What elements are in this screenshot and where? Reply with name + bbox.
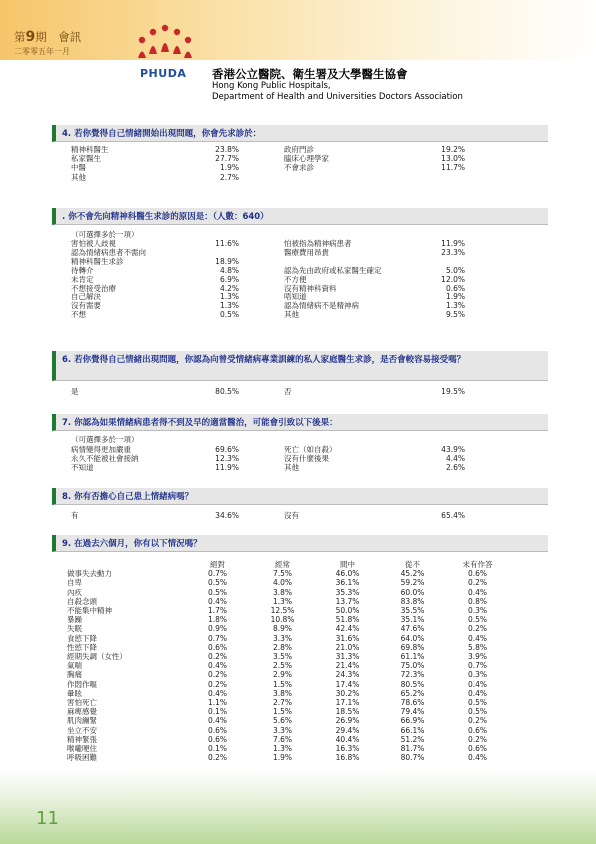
cell-value: 42.4% bbox=[335, 624, 360, 634]
answer-label: 害怕被人歧視 bbox=[71, 239, 116, 248]
question-6-header: 6. 若你覺得自己情緒出現問題，你認為向曾受情緒病專業訓練的私人家庭醫生求診，是否會較容易接受嗎？ bbox=[52, 351, 548, 381]
cell-value: 0.5% bbox=[467, 707, 488, 717]
cell-value: 0.8% bbox=[467, 596, 488, 606]
table-row bbox=[67, 578, 510, 587]
cell-value: 0.2% bbox=[467, 716, 488, 726]
cell-value: 35.5% bbox=[400, 606, 425, 616]
answer-value: 4.2% bbox=[219, 283, 239, 293]
row-label: 暴躁 bbox=[67, 615, 82, 625]
answer-label: 不想 bbox=[71, 310, 86, 320]
answer-value: 9.5% bbox=[445, 310, 465, 320]
answer-value: 19.2% bbox=[441, 145, 465, 154]
cell-value: 30.2% bbox=[335, 688, 360, 698]
cell-value: 0.2% bbox=[467, 624, 488, 634]
phuda-logo bbox=[130, 18, 200, 68]
cell-value: 7.6% bbox=[272, 734, 293, 744]
answer-value: 5.0% bbox=[445, 265, 465, 275]
answer-label: 精神科醫生 bbox=[71, 145, 109, 154]
cell-value: 0.2% bbox=[207, 753, 228, 763]
cell-value: 7.5% bbox=[272, 569, 293, 579]
answer-label: 死亡（如自殺） bbox=[284, 445, 337, 454]
cell-value: 31.6% bbox=[335, 633, 360, 643]
cell-value: 2.7% bbox=[272, 698, 293, 708]
org-name-english-2: Department of Health and Universities Doctors Association bbox=[212, 92, 463, 102]
row-label: 內疚 bbox=[67, 587, 82, 597]
cell-value: 64.0% bbox=[400, 633, 425, 643]
question-5-note: （可選擇多於一項） bbox=[71, 230, 139, 239]
table-column-header: 間中 bbox=[340, 560, 355, 569]
row-label: 經期失調（女性） bbox=[67, 652, 127, 662]
cell-value: 5.8% bbox=[467, 642, 488, 652]
question-5-header: . 你不會先向精神科醫生求診的原因是：（人數：640） bbox=[52, 208, 548, 225]
q8-no-value: 65.4% bbox=[441, 511, 465, 520]
cell-value: 0.6% bbox=[207, 725, 228, 735]
table-row bbox=[67, 615, 510, 624]
cell-value: 2.5% bbox=[272, 661, 293, 671]
question-4-header: 4. 若你覺得自己情緒開始出現問題，你會先求診於： bbox=[52, 125, 548, 142]
cell-value: 35.3% bbox=[335, 587, 360, 597]
table-row bbox=[67, 726, 510, 735]
cell-value: 2.9% bbox=[272, 670, 293, 680]
cell-value: 1.1% bbox=[207, 698, 228, 708]
table-header-blank bbox=[67, 560, 185, 569]
row-label: 做事失去動力 bbox=[67, 569, 112, 579]
answer-label: 怕被指為精神病患者 bbox=[284, 239, 352, 248]
cell-value: 0.9% bbox=[207, 624, 228, 634]
cell-value: 0.6% bbox=[467, 725, 488, 735]
table-header-row bbox=[67, 560, 510, 569]
cell-value: 0.7% bbox=[207, 633, 228, 643]
cell-value: 0.2% bbox=[467, 734, 488, 744]
answer-value: 27.7% bbox=[215, 154, 239, 164]
answer-label: 其他 bbox=[284, 310, 299, 320]
answer-value: 11.6% bbox=[215, 239, 239, 248]
cell-value: 17.1% bbox=[335, 698, 360, 708]
cell-value: 0.5% bbox=[467, 698, 488, 708]
cell-value: 1.3% bbox=[272, 596, 293, 606]
answer-value: 69.6% bbox=[215, 445, 239, 454]
cell-value: 21.4% bbox=[335, 661, 360, 671]
cell-value: 17.4% bbox=[335, 679, 360, 689]
question-8-header: 8. 你有否擔心自己患上情緒病嗎？ bbox=[52, 488, 548, 505]
cell-value: 0.6% bbox=[207, 734, 228, 744]
logo-text: PHUDA bbox=[140, 67, 187, 80]
table-column-header: 從不 bbox=[405, 560, 420, 569]
page-number: 11 bbox=[36, 808, 59, 829]
cell-value: 66.9% bbox=[400, 716, 425, 726]
q6-yes-value: 80.5% bbox=[215, 387, 239, 396]
answer-label: 不會求診 bbox=[284, 163, 314, 173]
symptoms-table bbox=[67, 560, 510, 762]
question-7-note: （可選擇多於一項） bbox=[71, 435, 139, 444]
table-row bbox=[67, 569, 510, 578]
cell-value: 31.3% bbox=[335, 652, 360, 662]
answer-label: 臨床心理學家 bbox=[284, 154, 329, 164]
cell-value: 0.4% bbox=[467, 679, 488, 689]
answer-label: 認為情緒病患者不需向 bbox=[71, 247, 146, 257]
question-7-header: 7. 你認為如果情緒病患者得不到及早的適當醫治，可能會引致以下後果： bbox=[52, 414, 548, 431]
cell-value: 35.1% bbox=[400, 615, 425, 625]
cell-value: 3.3% bbox=[272, 633, 293, 643]
answer-label: 不方便 bbox=[284, 274, 307, 284]
row-label: 失眠 bbox=[67, 624, 82, 634]
answer-value: 43.9% bbox=[441, 445, 465, 454]
cell-value: 0.4% bbox=[467, 633, 488, 643]
cell-value: 75.0% bbox=[400, 661, 425, 671]
q6-yes-label: 是 bbox=[71, 387, 79, 396]
cell-value: 1.3% bbox=[272, 744, 293, 754]
table-column-header: 未有作答 bbox=[462, 560, 493, 569]
answer-label: 永久不能被社會接納 bbox=[71, 454, 139, 464]
cell-value: 61.1% bbox=[400, 652, 425, 662]
cell-value: 5.6% bbox=[272, 716, 293, 726]
cell-value: 16.8% bbox=[335, 753, 360, 763]
cell-value: 2.8% bbox=[272, 642, 293, 652]
issue-date: 二零零五年一月 bbox=[14, 47, 70, 56]
row-label: 胸痛 bbox=[67, 670, 82, 680]
cell-value: 0.6% bbox=[467, 569, 488, 579]
table-row bbox=[67, 735, 510, 744]
cell-value: 0.2% bbox=[207, 679, 228, 689]
q6-no-value: 19.5% bbox=[441, 387, 465, 396]
cell-value: 72.3% bbox=[400, 670, 425, 680]
cell-value: 3.8% bbox=[272, 587, 293, 597]
row-label: 害怕死亡 bbox=[67, 698, 97, 708]
cell-value: 66.1% bbox=[400, 725, 425, 735]
cell-value: 51.2% bbox=[400, 734, 425, 744]
cell-value: 0.3% bbox=[467, 606, 488, 616]
q6-no-label: 否 bbox=[284, 387, 292, 396]
answer-label: 自己解決 bbox=[71, 292, 101, 302]
q8-no-label: 沒有 bbox=[284, 511, 299, 520]
table-column-header: 絕對 bbox=[210, 560, 225, 569]
cell-value: 0.7% bbox=[207, 569, 228, 579]
row-label: 肌肉繃緊 bbox=[67, 716, 97, 726]
cell-value: 0.1% bbox=[207, 707, 228, 717]
org-name-chinese: 香港公立醫院、衛生署及大學醫生協會 bbox=[212, 67, 408, 81]
q8-yes-label: 有 bbox=[71, 511, 79, 520]
cell-value: 60.0% bbox=[400, 587, 425, 597]
row-label: 食慾下降 bbox=[67, 633, 97, 643]
cell-value: 10.8% bbox=[270, 615, 295, 625]
row-label: 坐立不安 bbox=[67, 725, 97, 735]
answer-label: 未肯定 bbox=[71, 274, 94, 284]
table-row bbox=[67, 652, 510, 661]
answer-value: 11.7% bbox=[441, 163, 465, 173]
org-name-english-1: Hong Kong Public Hospitals, bbox=[212, 81, 331, 91]
answer-value: 11.9% bbox=[215, 463, 239, 473]
answer-label: 病情變得更加嚴重 bbox=[71, 445, 131, 454]
answer-label: 認為先由政府或私家醫生確定 bbox=[284, 265, 382, 275]
cell-value: 83.8% bbox=[400, 596, 425, 606]
answer-label: 其他 bbox=[284, 463, 299, 473]
cell-value: 0.4% bbox=[207, 661, 228, 671]
cell-value: 47.6% bbox=[400, 624, 425, 634]
cell-value: 1.5% bbox=[272, 679, 293, 689]
cell-value: 0.4% bbox=[467, 753, 488, 763]
footer-band bbox=[0, 770, 596, 844]
answer-value: 0.5% bbox=[219, 310, 239, 320]
cell-value: 0.2% bbox=[207, 652, 228, 662]
row-label: 暈眩 bbox=[67, 688, 82, 698]
cell-value: 0.3% bbox=[467, 670, 488, 680]
answer-label: 其他 bbox=[71, 172, 86, 182]
cell-value: 0.2% bbox=[467, 578, 488, 588]
row-label: 精神緊張 bbox=[67, 734, 97, 744]
cell-value: 3.9% bbox=[467, 652, 488, 662]
table-row bbox=[67, 680, 510, 689]
answer-label: 私家醫生 bbox=[71, 154, 101, 164]
cell-value: 69.8% bbox=[400, 642, 425, 652]
table-row bbox=[67, 643, 510, 652]
cell-value: 45.2% bbox=[400, 569, 425, 579]
cell-value: 0.4% bbox=[207, 688, 228, 698]
answer-value: 12.0% bbox=[441, 274, 465, 284]
row-label: 氣喘 bbox=[67, 661, 82, 671]
cell-value: 16.3% bbox=[335, 744, 360, 754]
cell-value: 0.7% bbox=[467, 661, 488, 671]
table-row bbox=[67, 744, 510, 753]
row-label: 性慾下降 bbox=[67, 642, 97, 652]
answer-value: 1.3% bbox=[445, 301, 465, 311]
cell-value: 0.4% bbox=[207, 716, 228, 726]
cell-value: 51.8% bbox=[335, 615, 360, 625]
answer-value: 12.3% bbox=[215, 454, 239, 464]
answer-label: 沒有需要 bbox=[71, 301, 101, 311]
cell-value: 0.5% bbox=[467, 615, 488, 625]
row-label: 不能集中精神 bbox=[67, 606, 112, 616]
cell-value: 79.4% bbox=[400, 707, 425, 717]
cell-value: 0.4% bbox=[207, 596, 228, 606]
cell-value: 36.1% bbox=[335, 578, 360, 588]
cell-value: 0.1% bbox=[207, 744, 228, 754]
answer-value: 0.6% bbox=[445, 283, 465, 293]
table-row bbox=[67, 624, 510, 633]
row-label: 麻痺感覺 bbox=[67, 707, 97, 717]
row-label: 自卑 bbox=[67, 578, 82, 588]
cell-value: 3.8% bbox=[272, 688, 293, 698]
answer-label: 待轉介 bbox=[71, 265, 94, 275]
cell-value: 13.7% bbox=[335, 596, 360, 606]
cell-value: 3.3% bbox=[272, 725, 293, 735]
table-row bbox=[67, 606, 510, 615]
cell-value: 50.0% bbox=[335, 606, 360, 616]
cell-value: 18.5% bbox=[335, 707, 360, 717]
answer-label: 中醫 bbox=[71, 163, 86, 173]
q8-yes-value: 34.6% bbox=[215, 511, 239, 520]
answer-label: 不知道 bbox=[71, 463, 94, 473]
table-row bbox=[67, 689, 510, 698]
header-band bbox=[0, 0, 596, 60]
cell-value: 81.7% bbox=[400, 744, 425, 754]
row-label: 作悶作嘔 bbox=[67, 679, 97, 689]
table-column-header: 經常 bbox=[275, 560, 290, 569]
cell-value: 59.2% bbox=[400, 578, 425, 588]
answer-value: 23.8% bbox=[215, 145, 239, 154]
table-row bbox=[67, 753, 510, 762]
answer-value: 2.6% bbox=[445, 463, 465, 473]
answer-label: 沒有精神科資料 bbox=[284, 283, 337, 293]
table-row bbox=[67, 707, 510, 716]
cell-value: 1.9% bbox=[272, 753, 293, 763]
cell-value: 8.9% bbox=[272, 624, 293, 634]
cell-value: 26.9% bbox=[335, 716, 360, 726]
table-row bbox=[67, 588, 510, 597]
cell-value: 0.4% bbox=[467, 587, 488, 597]
answer-value: 23.3% bbox=[441, 247, 465, 257]
cell-value: 21.0% bbox=[335, 642, 360, 652]
cell-value: 1.5% bbox=[272, 707, 293, 717]
cell-value: 0.4% bbox=[467, 688, 488, 698]
cell-value: 0.2% bbox=[207, 670, 228, 680]
answer-value: 1.9% bbox=[445, 292, 465, 302]
cell-value: 80.5% bbox=[400, 679, 425, 689]
cell-value: 1.8% bbox=[207, 615, 228, 625]
table-row bbox=[67, 716, 510, 725]
question-9-header: 9. 在過去六個月，你有以下情況嗎？ bbox=[52, 535, 548, 552]
answer-label: 沒有什麼後果 bbox=[284, 454, 329, 464]
answer-value: 2.7% bbox=[219, 172, 239, 182]
cell-value: 24.3% bbox=[335, 670, 360, 680]
cell-value: 3.5% bbox=[272, 652, 293, 662]
table-row bbox=[67, 597, 510, 606]
answer-label: 精神科醫生求診 bbox=[71, 256, 124, 266]
answer-value: 4.8% bbox=[219, 265, 239, 275]
cell-value: 46.0% bbox=[335, 569, 360, 579]
cell-value: 65.2% bbox=[400, 688, 425, 698]
table-row bbox=[67, 670, 510, 679]
cell-value: 0.6% bbox=[467, 744, 488, 754]
cell-value: 40.4% bbox=[335, 734, 360, 744]
cell-value: 0.5% bbox=[207, 587, 228, 597]
cell-value: 1.7% bbox=[207, 606, 228, 616]
row-label: 呼吸困難 bbox=[67, 753, 97, 763]
answer-label: 認為情緒病不是精神病 bbox=[284, 301, 359, 311]
answer-value: 1.3% bbox=[219, 301, 239, 311]
row-label: 喉嚨哽住 bbox=[67, 744, 97, 754]
answer-label: 政府門診 bbox=[284, 145, 314, 154]
cell-value: 0.5% bbox=[207, 578, 228, 588]
table-row bbox=[67, 634, 510, 643]
answer-value: 4.4% bbox=[445, 454, 465, 464]
answer-label: 不想接受治療 bbox=[71, 283, 116, 293]
table-row bbox=[67, 661, 510, 670]
cell-value: 12.5% bbox=[270, 606, 295, 616]
cell-value: 29.4% bbox=[335, 725, 360, 735]
cell-value: 80.7% bbox=[400, 753, 425, 763]
cell-value: 4.0% bbox=[272, 578, 293, 588]
answer-value: 1.9% bbox=[219, 163, 239, 173]
issue-label: 第9期 會訊 bbox=[14, 29, 82, 45]
answer-value: 18.9% bbox=[215, 256, 239, 266]
answer-value: 1.3% bbox=[219, 292, 239, 302]
row-label: 自殺念頭 bbox=[67, 596, 97, 606]
cell-value: 0.6% bbox=[207, 642, 228, 652]
answer-label: 醫療費用昂貴 bbox=[284, 247, 329, 257]
answer-label: 唔知道 bbox=[284, 292, 307, 302]
answer-value: 6.9% bbox=[219, 274, 239, 284]
cell-value: 78.6% bbox=[400, 698, 425, 708]
answer-value: 11.9% bbox=[441, 239, 465, 248]
answer-value: 13.0% bbox=[441, 154, 465, 164]
table-row bbox=[67, 698, 510, 707]
